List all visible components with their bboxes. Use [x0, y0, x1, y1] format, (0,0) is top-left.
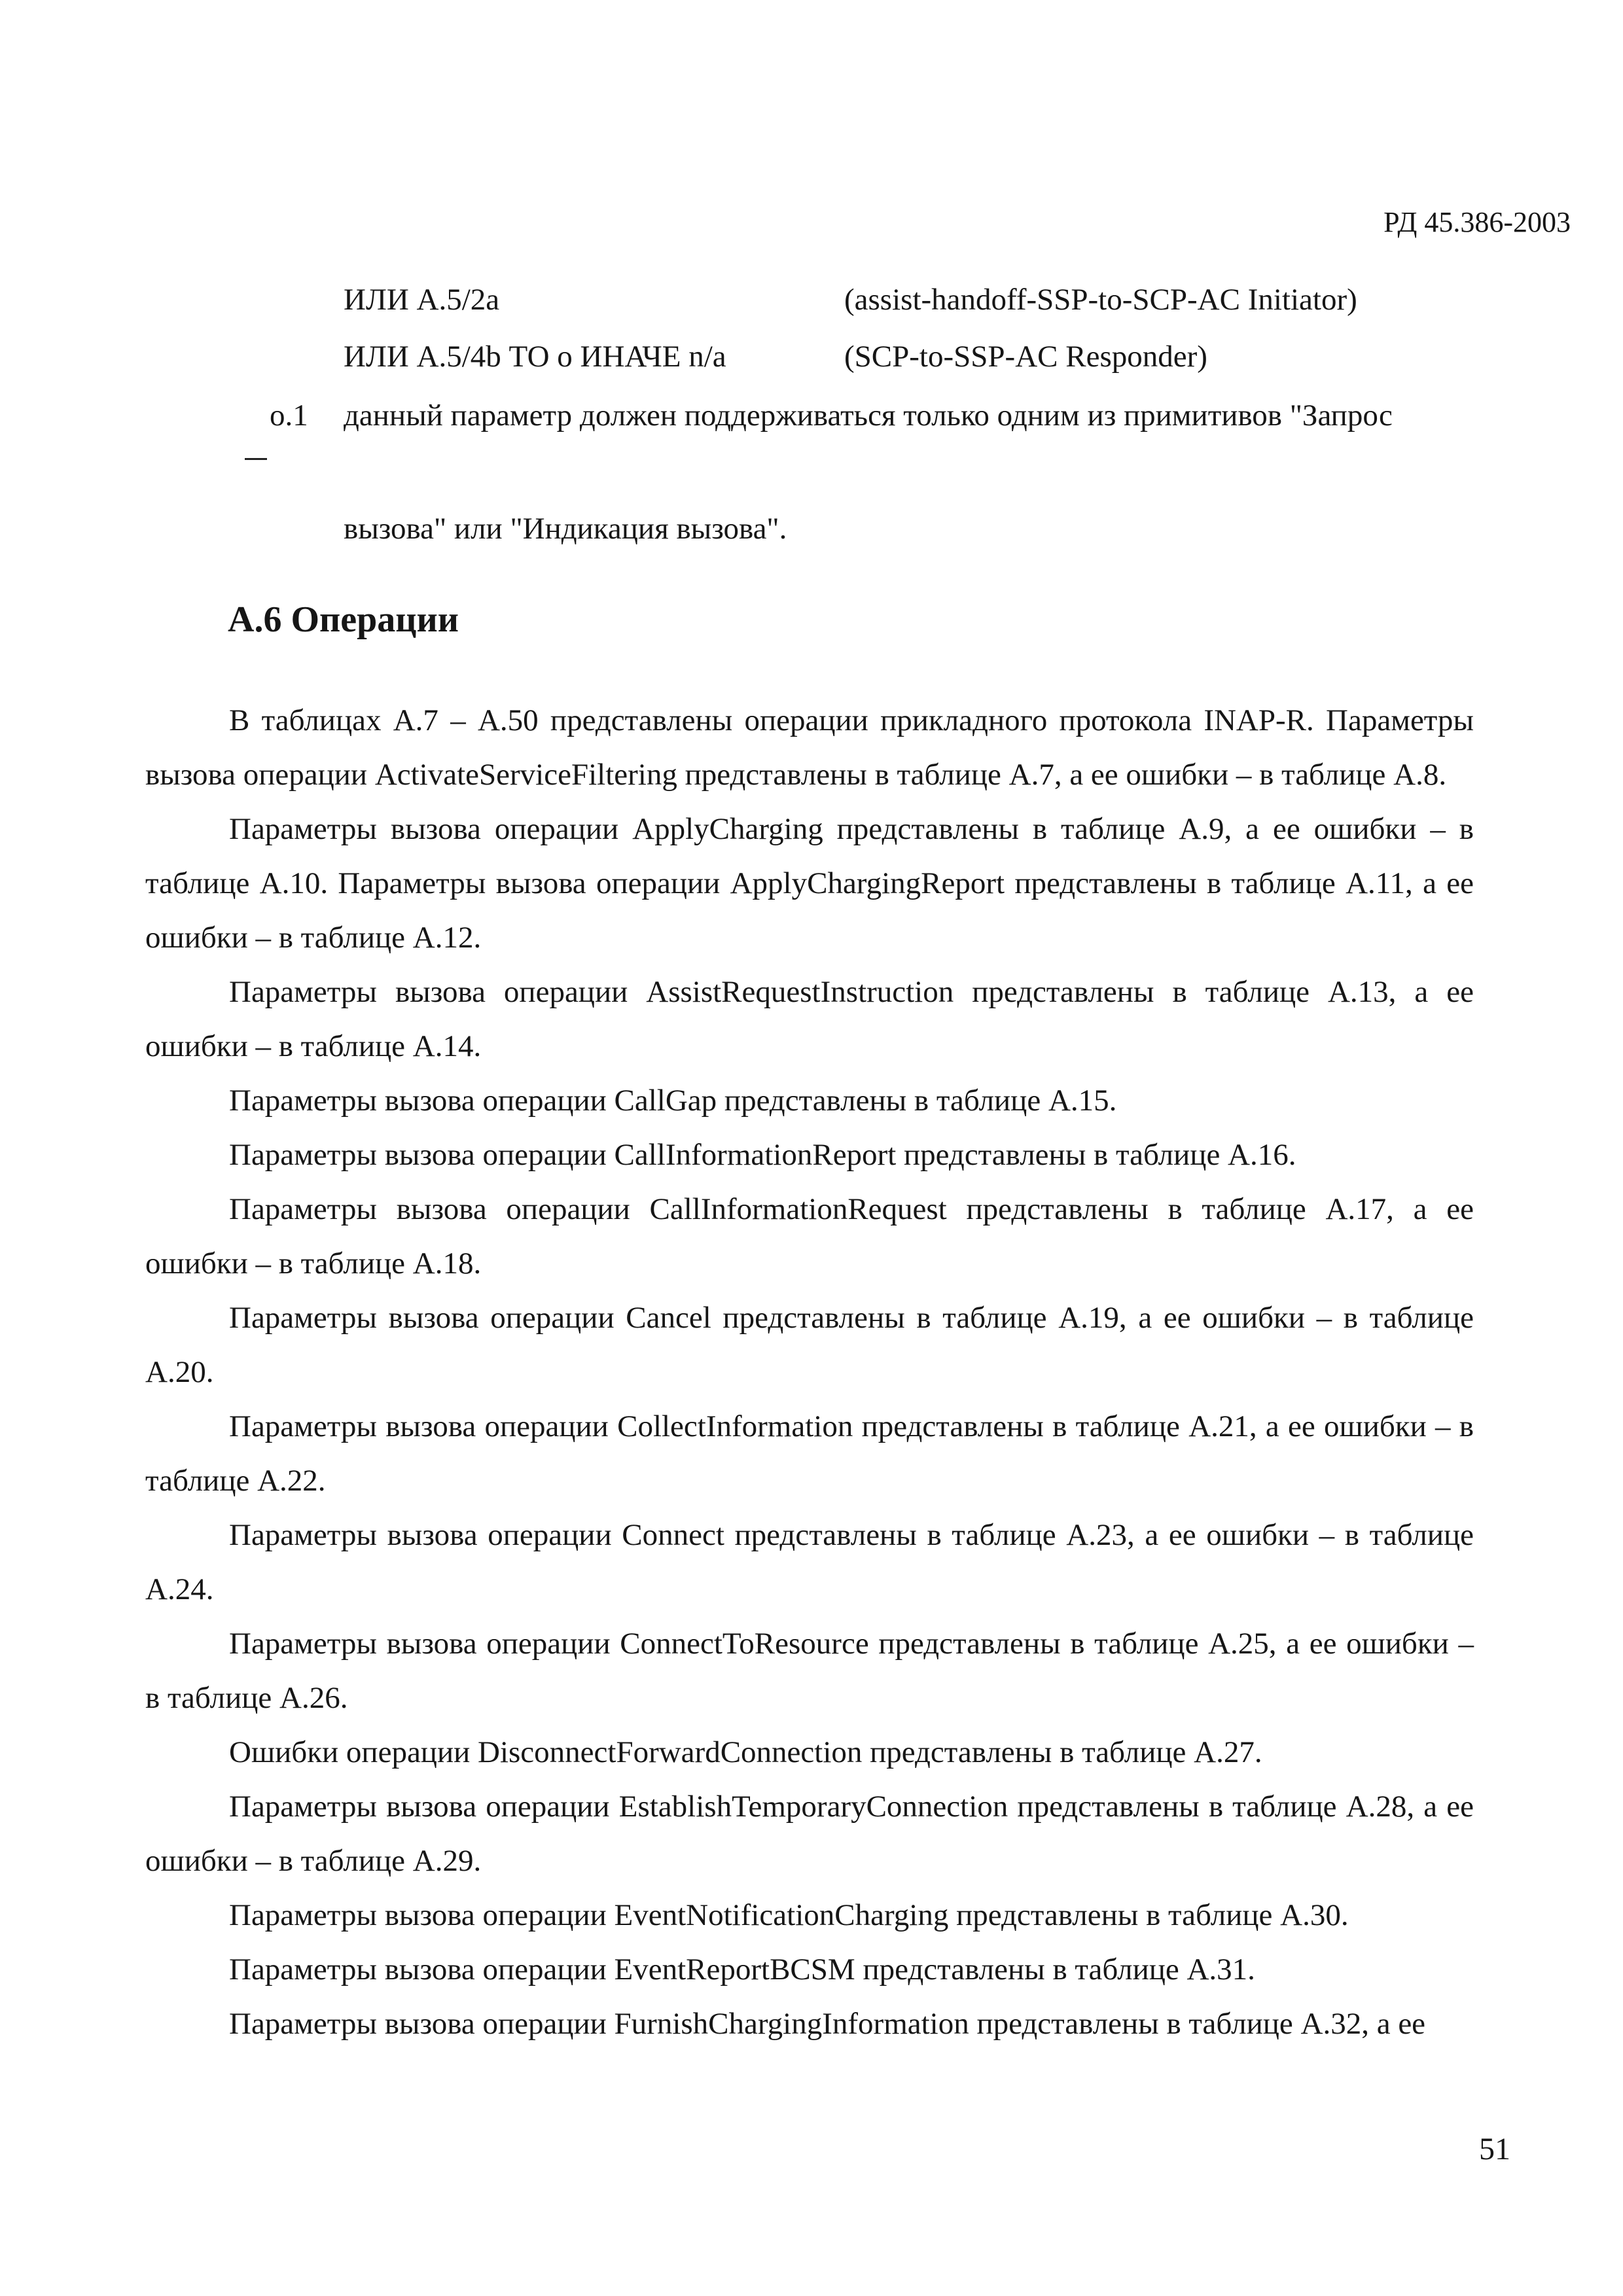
paragraph: Параметры вызова операции EventNotificationCharging представлены в таблице А.30.	[229, 1898, 1349, 1932]
paragraph: Ошибки операции DisconnectForwardConnection представлены в таблице А.27.	[229, 1735, 1262, 1769]
body-text	[145, 694, 1474, 2051]
paragraph: Параметры вызова операции FurnishChargingInformation представлены в таблице А.32, а ее	[229, 2007, 1426, 2041]
paragraph: Параметры вызова операции ApplyCharging представлены в таблице А.9, а ее ошибки – в таблице А.10. Параметры вызова операции ApplyChargingReport представлены в таблице А.11, а ее ошибки – в таблице А.12.	[145, 812, 1474, 955]
paragraph: Параметры вызова операции ConnectToResource представлены в таблице А.25, а ее ошибки – в таблице А.26.	[145, 1627, 1474, 1715]
note-dash	[245, 458, 267, 460]
note-text-line-1: данный параметр должен поддерживаться только одним из примитивов "Запрос	[344, 398, 1393, 433]
page-number: 51	[1479, 2132, 1510, 2166]
condition-right-1: (assist-handoff-SSP-to-SCP-AC Initiator)	[844, 283, 1357, 317]
paragraph: Параметры вызова операции AssistRequestInstruction представлены в таблице А.13, а ее ошибки – в таблице А.14.	[145, 975, 1474, 1063]
section-heading: А.6 Операции	[228, 599, 459, 640]
paragraph: В таблицах А.7 – А.50 представлены операции прикладного протокола INAP-R. Параметры вызова операции ActivateServiceFiltering представлены в таблице А.7, а ее ошибки – в таблице А.8.	[145, 703, 1474, 792]
paragraph: Параметры вызова операции Cancel представлены в таблице А.19, а ее ошибки – в таблице А.20.	[145, 1301, 1474, 1389]
condition-right-2: (SCP-to-SSP-AC Responder)	[844, 340, 1207, 374]
note-text-line-2: вызова" или "Индикация вызова".	[344, 512, 787, 546]
condition-left-2: ИЛИ A.5/4b ТО о ИНАЧЕ n/a	[344, 340, 726, 374]
paragraph: Параметры вызова операции EstablishTemporaryConnection представлены в таблице А.28, а ее ошибки – в таблице А.29.	[145, 1790, 1474, 1878]
paragraph: Параметры вызова операции CallGap представлены в таблице А.15.	[229, 1084, 1117, 1118]
paragraph: Параметры вызова операции Connect представлены в таблице А.23, а ее ошибки – в таблице А.24.	[145, 1518, 1474, 1606]
paragraph: Параметры вызова операции CallInformationReport представлены в таблице А.16.	[229, 1138, 1296, 1172]
document-code: РД 45.386-2003	[1383, 206, 1571, 238]
condition-left-1: ИЛИ A.5/2a	[344, 283, 500, 317]
paragraph: Параметры вызова операции CollectInformation представлены в таблице А.21, а ее ошибки – в таблице А.22.	[145, 1409, 1474, 1498]
paragraph: Параметры вызова операции EventReportBCSM представлены в таблице А.31.	[229, 1952, 1255, 1987]
paragraph: Параметры вызова операции CallInformationRequest представлены в таблице А.17, а ее ошибки – в таблице А.18.	[145, 1192, 1474, 1280]
note-label: o.1	[270, 398, 308, 433]
